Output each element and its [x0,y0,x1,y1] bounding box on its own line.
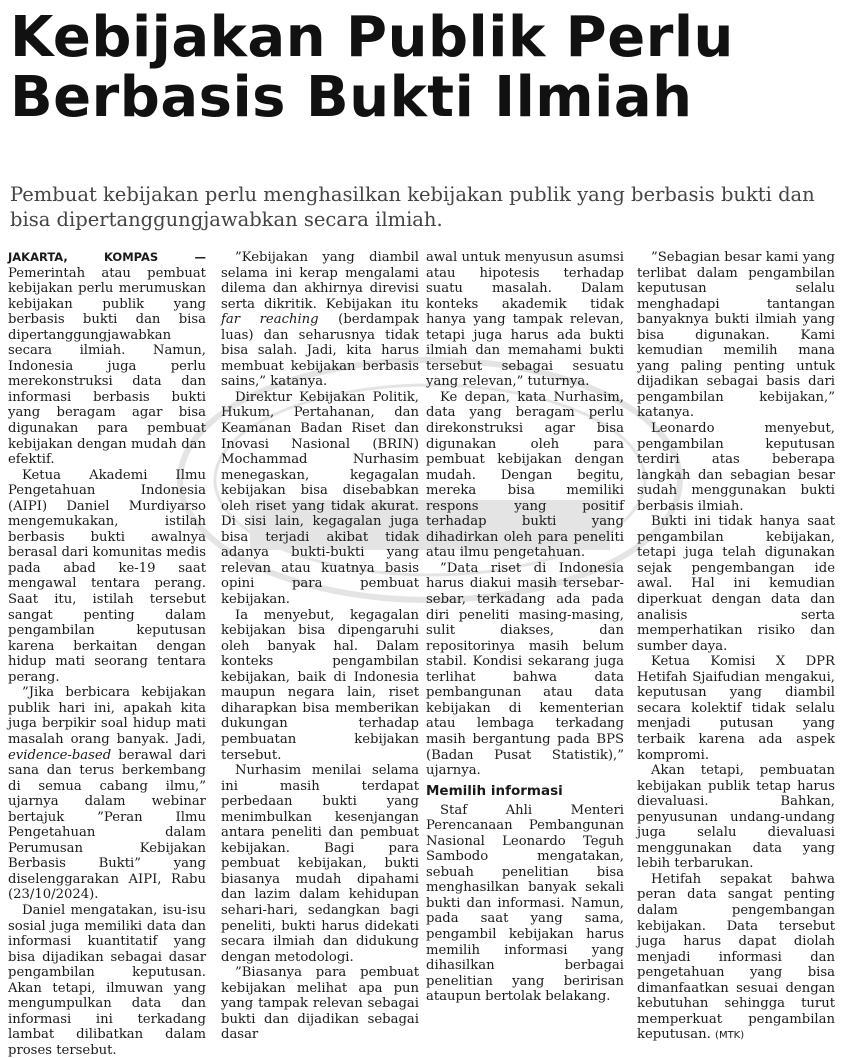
paragraph: Hetifah sepakat bahwa peran data sangat penting dalam pengembangan kebijakan. Data tersebut juga harus dapat diolah menjadi informasi dan pengetahuan yang bisa dimanfaatkan sesuai dengan kebutuhan sehingga turut memperkuat pengambilan keputusan. (MTK) [637,871,835,1043]
dateline: JAKARTA, KOMPAS — [8,250,206,264]
paragraph: Staf Ahli Menteri Perencanaan Pembangunan Nasional Leonardo Teguh Sambodo mengatakan, sebuah penelitian bisa menghasilkan banyak sekali bukti dan informasi. Namun, pada saat yang sama, pengambil kebijakan harus memilih informasi yang dihasilkan berbagai penelitian yang beririsan ataupun bertolak belakang. [426,802,624,1005]
paragraph: ”Jika berbicara kebijakan publik hari ini, apakah kita juga berpikir soal hidup mati masalah orang banyak. Jadi, evidence-based berawal dari sana dan terus berkembang di semua cabang ilmu,” ujarnya dalam webinar bertajuk ”Peran Ilmu Pengetahuan dalam Perumusan Kebijakan Berbasis Bukti” yang diselenggarakan AIPI, Rabu (23/10/2024). [8,685,206,903]
paragraph: Ketua Akademi Ilmu Pengetahuan Indonesia (AIPI) Daniel Murdiyarso mengemukakan, istilah berbasis bukti awalnya berasal dari komunitas medis pada abad ke-19 saat mengawal tentara perang. Saat itu, istilah tersebut sangat penting dalam pengambilan keputusan karena berkaitan dengan hidup mati seorang tentara perang. [8,467,206,685]
paragraph: ”Biasanya para pembuat kebijakan melihat apa pun yang tampak relevan sebagai bukti dan dijadikan sebagai dasar [221,965,419,1043]
paragraph: Ketua Komisi X DPR Hetifah Sjaifudian mengakui, keputusan yang diambil secara kolektif tidak selalu menjadi putusan yang terbaik karena ada aspek kompromi. [637,654,835,763]
paragraph: Akan tetapi, pembuatan kebijakan publik tetap harus dievaluasi. Bahkan, penyusunan undang-undang juga selalu dievaluasi menggunakan data yang lebih terbarukan. [637,763,835,872]
paragraph: Ia menyebut, kegagalan kebijakan bisa dipengaruhi oleh banyak hal. Dalam konteks pengambilan kebijakan, baik di Indonesia maupun negara lain, riset diharapkan bisa memberikan dukungan terhadap pembuatan kebijakan tersebut. [221,607,419,763]
article-column-4 [637,250,835,1044]
article-column-2 [221,250,419,1043]
deck: Pembuat kebijakan perlu menghasilkan kebijakan publik yang berbasis bukti dan bisa dipertanggungjawabkan secara ilmiah. [10,183,815,231]
paragraph: ”Sebagian besar kami yang terlibat dalam pengambilan keputusan selalu menghadapi tantangan banyaknya bukti ilmiah yang bisa digunakan. Kami kemudian memilih mana yang paling penting untuk dijadikan sebagai basis dari pengambilan kebijakan,” katanya. [637,250,835,421]
paragraph: Daniel mengatakan, isu-isu sosial juga memiliki data dan informasi kuantitatif yang bisa dijadikan sebagai dasar pengambilan keputusan. Akan tetapi, ilmuwan yang mengumpulkan data dan informasi ini terkadang lambat dilibatkan dalam proses tersebut. [8,902,206,1058]
author-signature: (MTK) [715,1030,745,1042]
paragraph: JAKARTA, KOMPAS — Pemerintah atau pembuat kebijakan perlu merumuskan kebijakan publik yang berbasis bukti dan bisa dipertanggungjawabkan secara ilmiah. Namun, Indonesia juga perlu merekonstruksi data dan informasi berbasis bukti yang beragam agar bisa digunakan para pembuat kebijakan dengan mudah dan efektif. [8,250,206,468]
headline: Kebijakan Publik Perlu Berbasis Bukti Ilmiah [10,5,734,130]
paragraph: Ke depan, kata Nurhasim, data yang beragam perlu direkonstruksi agar bisa digunakan oleh para pembuat kebijakan dengan mudah. Dengan begitu, mereka bisa memiliki respons yang positif terhadap bukti yang dihadirkan oleh para peneliti atau ilmu pengetahuan. [426,389,624,561]
paragraph: Bukti ini tidak hanya saat pengambilan kebijakan, tetapi juga telah digunakan sejak pengembangan ide awal. Hal ini kemudian diperkuat dengan data dan analisis serta memperhatikan risiko dan sumber daya. [637,514,835,654]
paragraph: Nurhasim menilai selama ini masih terdapat perbedaan bukti yang menimbulkan kesenjangan antara peneliti dan pembuat kebijakan. Bagi para pembuat kebijakan, bukti biasanya mudah dipahami dan lazim dalam kehidupan sehari-hari, sedangkan bagi peneliti, bukti harus didekati secara ilmiah dan didukung dengan metodologi. [221,763,419,965]
paragraph: awal untuk menyusun asumsi atau hipotesis terhadap suatu masalah. Dalam konteks akademik tidak hanya yang tampak relevan, tetapi juga harus ada bukti ilmiah dan memahami bukti tersebut sebagai sesuatu yang relevan,” tuturnya. [426,250,624,390]
article-column-3 [426,250,624,1005]
subheading: Memilih informasi [426,782,563,799]
paragraph: ”Data riset di Indonesia harus diakui masih tersebar-sebar, terkadang ada pada diri peneliti masing-masing, sulit diakses, dan repositorinya masih belum stabil. Kondisi sekarang juga terlihat bahwa data pembangunan atau data kebijakan di kementerian atau lembaga terkadang masih bergantung pada BPS (Badan Pusat Statistik),” ujarnya. [426,560,624,779]
article-column-1 [8,250,206,1058]
paragraph: Leonardo menyebut, pengambilan keputusan terdiri atas beberapa langkah dan sebagian besar sudah menggunakan bukti berbasis ilmiah. [637,421,835,514]
paragraph: Direktur Kebijakan Politik, Hukum, Pertahanan, dan Keamanan Badan Riset dan Inovasi Nasional (BRIN) Mochammad Nurhasim menegaskan, kegagalan kebijakan bisa disebabkan oleh riset yang tidak akurat. Di sisi lain, kegagalan juga bisa terjadi akibat tidak adanya bukti-bukti yang relevan atau kuatnya basis opini para pembuat kebijakan. [221,389,419,608]
paragraph: ”Kebijakan yang diambil selama ini kerap mengalami dilema dan akhirnya direvisi serta dikritik. Kebijakan itu far reaching (berdampak luas) dan seharusnya tidak bisa salah. Jadi, kita harus membuat kebijakan berbasis sains,” katanya. [221,250,419,390]
